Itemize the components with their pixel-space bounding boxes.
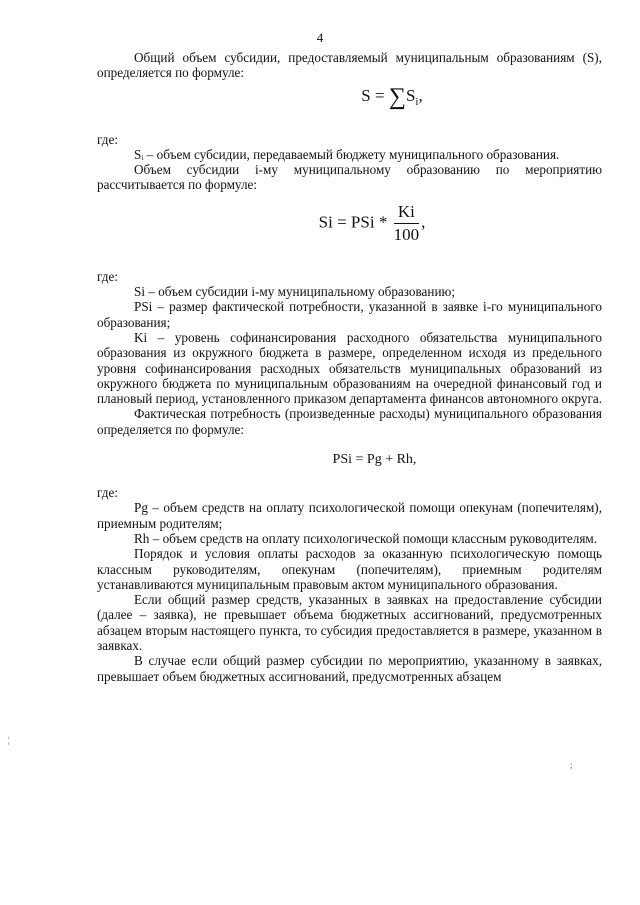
definition-psi: PSi – размер фактической потребности, указанной в заявке i-го муниципального образования;	[97, 299, 602, 330]
formula2-fraction	[394, 201, 420, 246]
formula1-lhs: S	[361, 85, 371, 105]
definition-pg: Pg – объем средств на оплату психологической помощи опекунам (попечителям), приемным родителям;	[97, 500, 602, 531]
paragraph-payment-procedure: Порядок и условия оплаты расходов за оказанную психологическую помощь классным руководителям, опекунам (попечителям), приемным родителям устанавливаются муниципальным правовым актом муниципального образования.	[97, 546, 602, 592]
scan-mark-left: ¦	[8, 735, 10, 745]
definition-si-2: Si – объем субсидии i-му муниципальному образованию;	[134, 284, 456, 300]
formula-actual-need: PSi = Pg + Rh,	[332, 452, 417, 468]
where-label-3: где:	[97, 485, 118, 501]
formula2-tail: ,	[421, 212, 426, 232]
paragraph-within-budget: Если общий размер средств, указанных в заявках на предоставление субсидии (далее – заявка), не превышает объема бюджетных ассигнований, предусмотренных абзацем вторым настоящего пункта, то субсидия предоставляется в размере, указанном в заявках.	[97, 592, 602, 654]
definition-ki: Ki – уровень софинансирования расходного обязательства муниципального образования из окружного бюджета в размере, определенном исходя из предельного уровня софинансирования расходных обязательств муниципальных образований из окружного бюджета по муниципальным образованиям на очередной финансовый год и плановый период, установленного приказом департамента финансов автономного округа.	[97, 329, 603, 407]
scan-mark-right: ;	[570, 760, 573, 770]
formula2-lhs: Si = PSi *	[318, 212, 388, 232]
formula1-subscript: i	[415, 95, 419, 108]
paragraph-subsidy-per-municipality: Объем субсидии i-му муниципальному образованию по мероприятию рассчитывается по формуле:	[97, 162, 602, 193]
where-label-2: где:	[97, 268, 118, 284]
definition-si: Sᵢ – объем субсидии, передаваемый бюджету муниципального образования.	[134, 146, 560, 162]
formula1-eq: =	[374, 85, 385, 105]
formula1-term: S	[405, 85, 416, 105]
sigma-symbol: ∑	[388, 83, 406, 110]
where-label-1: где:	[97, 131, 118, 147]
formula-subsidy-per-municipality	[97, 201, 602, 246]
definition-rh: Rh – объем средств на оплату психологической помощи классным руководителям.	[134, 530, 598, 546]
paragraph-subsidy-total: Общий объем субсидии, предоставляемый муниципальным образованиям (S), определяется по формуле:	[97, 50, 602, 81]
paragraph-exceeds-budget: В случае если общий размер субсидии по мероприятию, указанному в заявках, превышает объем бюджетных ассигнований, предусмотренных абзацем	[97, 653, 602, 684]
formula2-numerator: Ki	[394, 201, 420, 224]
formula-total-subsidy	[97, 85, 602, 113]
page-number: 4	[316, 30, 324, 45]
paragraph-actual-need: Фактическая потребность (произведенные расходы) муниципального образования определяется по формуле:	[97, 406, 602, 437]
formula2-denominator: 100	[393, 224, 420, 244]
formula1-tail: ,	[418, 85, 423, 105]
document-body	[97, 50, 602, 684]
